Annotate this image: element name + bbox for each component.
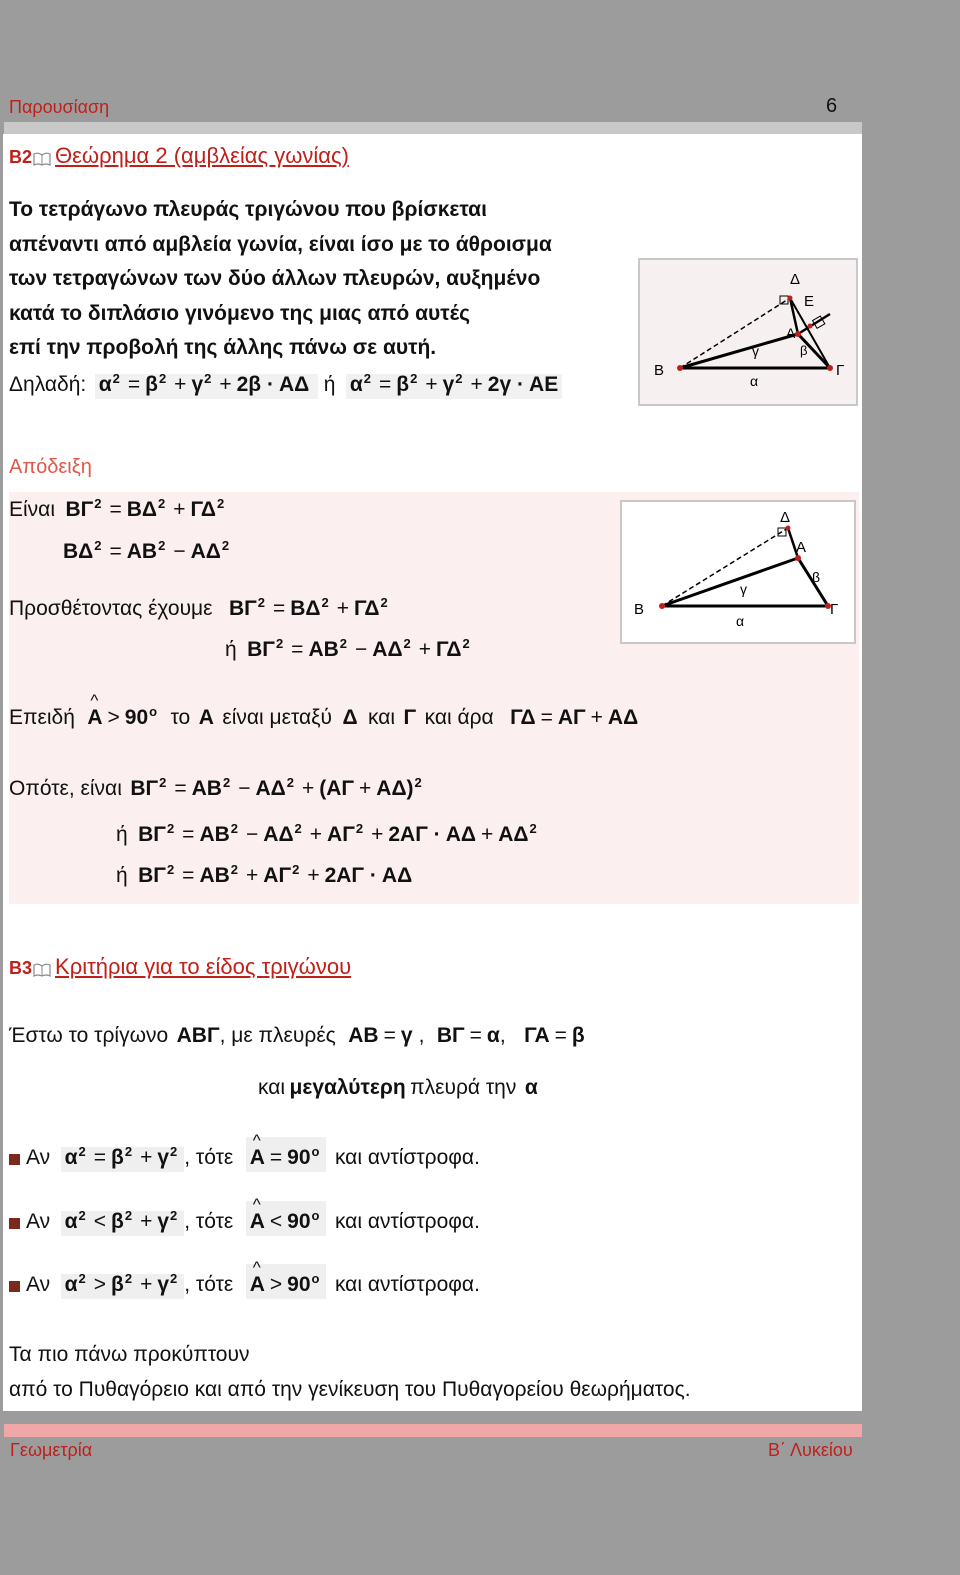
section-title-link[interactable]: Θεώρημα 2 (αμβλείας γωνίας) — [55, 143, 349, 168]
formula-line — [9, 370, 562, 397]
bullet-icon — [9, 1154, 20, 1165]
fig-label: Β — [634, 601, 645, 618]
fig-label: α — [750, 373, 759, 389]
statement-line: επί την προβολή της άλλης πάνω σε αυτή. — [9, 336, 437, 359]
section-b3-heading — [9, 954, 351, 980]
fig-label: Γ — [830, 601, 839, 618]
page-number: 6 — [826, 95, 838, 117]
conclusion — [9, 1337, 691, 1407]
statement-line: απέναντι από αμβλεία γωνία, είναι ίσο με το άθροισμα — [9, 232, 552, 256]
bullet-icon — [9, 1218, 20, 1229]
fig-label: Γ — [836, 362, 845, 379]
proof-label: Απόδειξη — [9, 456, 92, 478]
statement-line: των τετραγώνων των δύο άλλων πλευρών, αυξημένο — [9, 267, 541, 290]
footer-rule — [4, 1424, 862, 1437]
fig-label: γ — [752, 343, 759, 359]
proof-line-1: Είναι $B\Gamma^2 = B\Delta^2 + \Gamma\Delta^2$ — [9, 495, 225, 521]
header-rule — [4, 122, 862, 134]
section-b2-heading — [9, 143, 349, 169]
fig-label: β — [800, 343, 808, 358]
footer-left: Γεωμετρία — [10, 1440, 93, 1460]
fig-label: α — [736, 613, 745, 629]
section-code: Β2 — [9, 147, 33, 167]
formula-2: $\alpha^2 = \beta^2 + \gamma^2 + 2\gamma \cdot AE$ — [346, 374, 562, 399]
conclusion-line: Τα πιο πάνω προκύπτουν — [9, 1343, 250, 1366]
proof-line-3: Προσθέτοντας έχουμε $B\Gamma^2 = B\Delta^2 + \Gamma\Delta^2$ — [9, 594, 388, 620]
fig-label: β — [812, 569, 821, 585]
fig-label: Δ — [790, 271, 801, 288]
formula-1: $\alpha^2 = \beta^2 + \gamma^2 + 2\beta \cdot A\Delta$ — [95, 374, 318, 399]
statement-line: Το τετράγωνο πλευράς τριγώνου που βρίσκεται — [9, 198, 487, 221]
book-icon — [33, 152, 51, 166]
fig-label: Α — [786, 325, 796, 341]
bullet-icon — [9, 1281, 20, 1292]
header-section: Παρουσίαση — [9, 97, 110, 117]
b3-largest-line: και μεγαλύτερη πλευρά την α — [258, 1076, 538, 1099]
or-label: ή — [323, 373, 336, 396]
section-code: Β3 — [9, 958, 33, 978]
proof-line-7: ή $B\Gamma^2 = AB^2 - A\Delta^2 + A\Gamma^2 + 2A\Gamma \cdot A\Delta + A\Delta^2$ — [116, 820, 537, 846]
namely-label: Δηλαδή: — [9, 373, 87, 396]
proof-line-4: ή $B\Gamma^2 = AB^2 - A\Delta^2 + \Gamma\Delta^2$ — [225, 635, 470, 661]
criterion-right: Αν $\alpha^2 = \beta^2 + \gamma^2$ , τότε ^ $A = 90^o$ και αντίστροφα. — [9, 1146, 480, 1170]
criterion-obtuse: Αν $\alpha^2 > \beta^2 + \gamma^2$ , τότε ^ $A > 90^o$ και αντίστροφα. — [9, 1273, 480, 1297]
conclusion-line: από το Πυθαγόρειο και από την γενίκευση του Πυθαγορείου θεωρήματος. — [9, 1378, 691, 1401]
proof-line-8: ή $B\Gamma^2 = AB^2 + A\Gamma^2 + 2A\Gamma \cdot A\Delta$ — [116, 861, 413, 887]
fig-label: Δ — [780, 509, 791, 526]
criterion-acute: Αν $\alpha^2 < \beta^2 + \gamma^2$ , τότε ^ $A < 90^o$ και αντίστροφα. — [9, 1210, 480, 1234]
figure-obtuse-triangle-1 — [638, 258, 858, 406]
footer-right: Β΄ Λυκείου — [768, 1440, 853, 1460]
figure-obtuse-triangle-2 — [620, 500, 856, 644]
statement-line: κατά το διπλάσιο γινόμενο της μιας από αυτές — [9, 301, 470, 325]
theorem-statement — [9, 193, 552, 366]
fig-label: Ε — [804, 293, 815, 310]
fig-label: Β — [654, 362, 665, 379]
fig-label: γ — [740, 581, 747, 597]
proof-line-5: Επειδή ^ $A > 90^o$ το Α είναι μεταξύ Δ και Γ και άρα ΓΔ = ΑΓ + ΑΔ — [9, 706, 638, 730]
book-icon — [33, 963, 51, 977]
fig-label: Α — [796, 539, 807, 556]
section-title-link[interactable]: Κριτήρια για το είδος τριγώνου — [55, 954, 352, 979]
proof-line-6: Οπότε, είναι $B\Gamma^2 = AB^2 - A\Delta^2 + (A\Gamma + A\Delta)^2$ — [9, 774, 422, 800]
b3-setup-line: Έστω το τρίγωνο ΑΒΓ, με πλευρές ΑΒ = γ , ΒΓ = α, ΓΑ = β — [9, 1024, 585, 1047]
proof-line-2: $B\Delta^2 = AB^2 - A\Delta^2$ — [63, 537, 230, 563]
